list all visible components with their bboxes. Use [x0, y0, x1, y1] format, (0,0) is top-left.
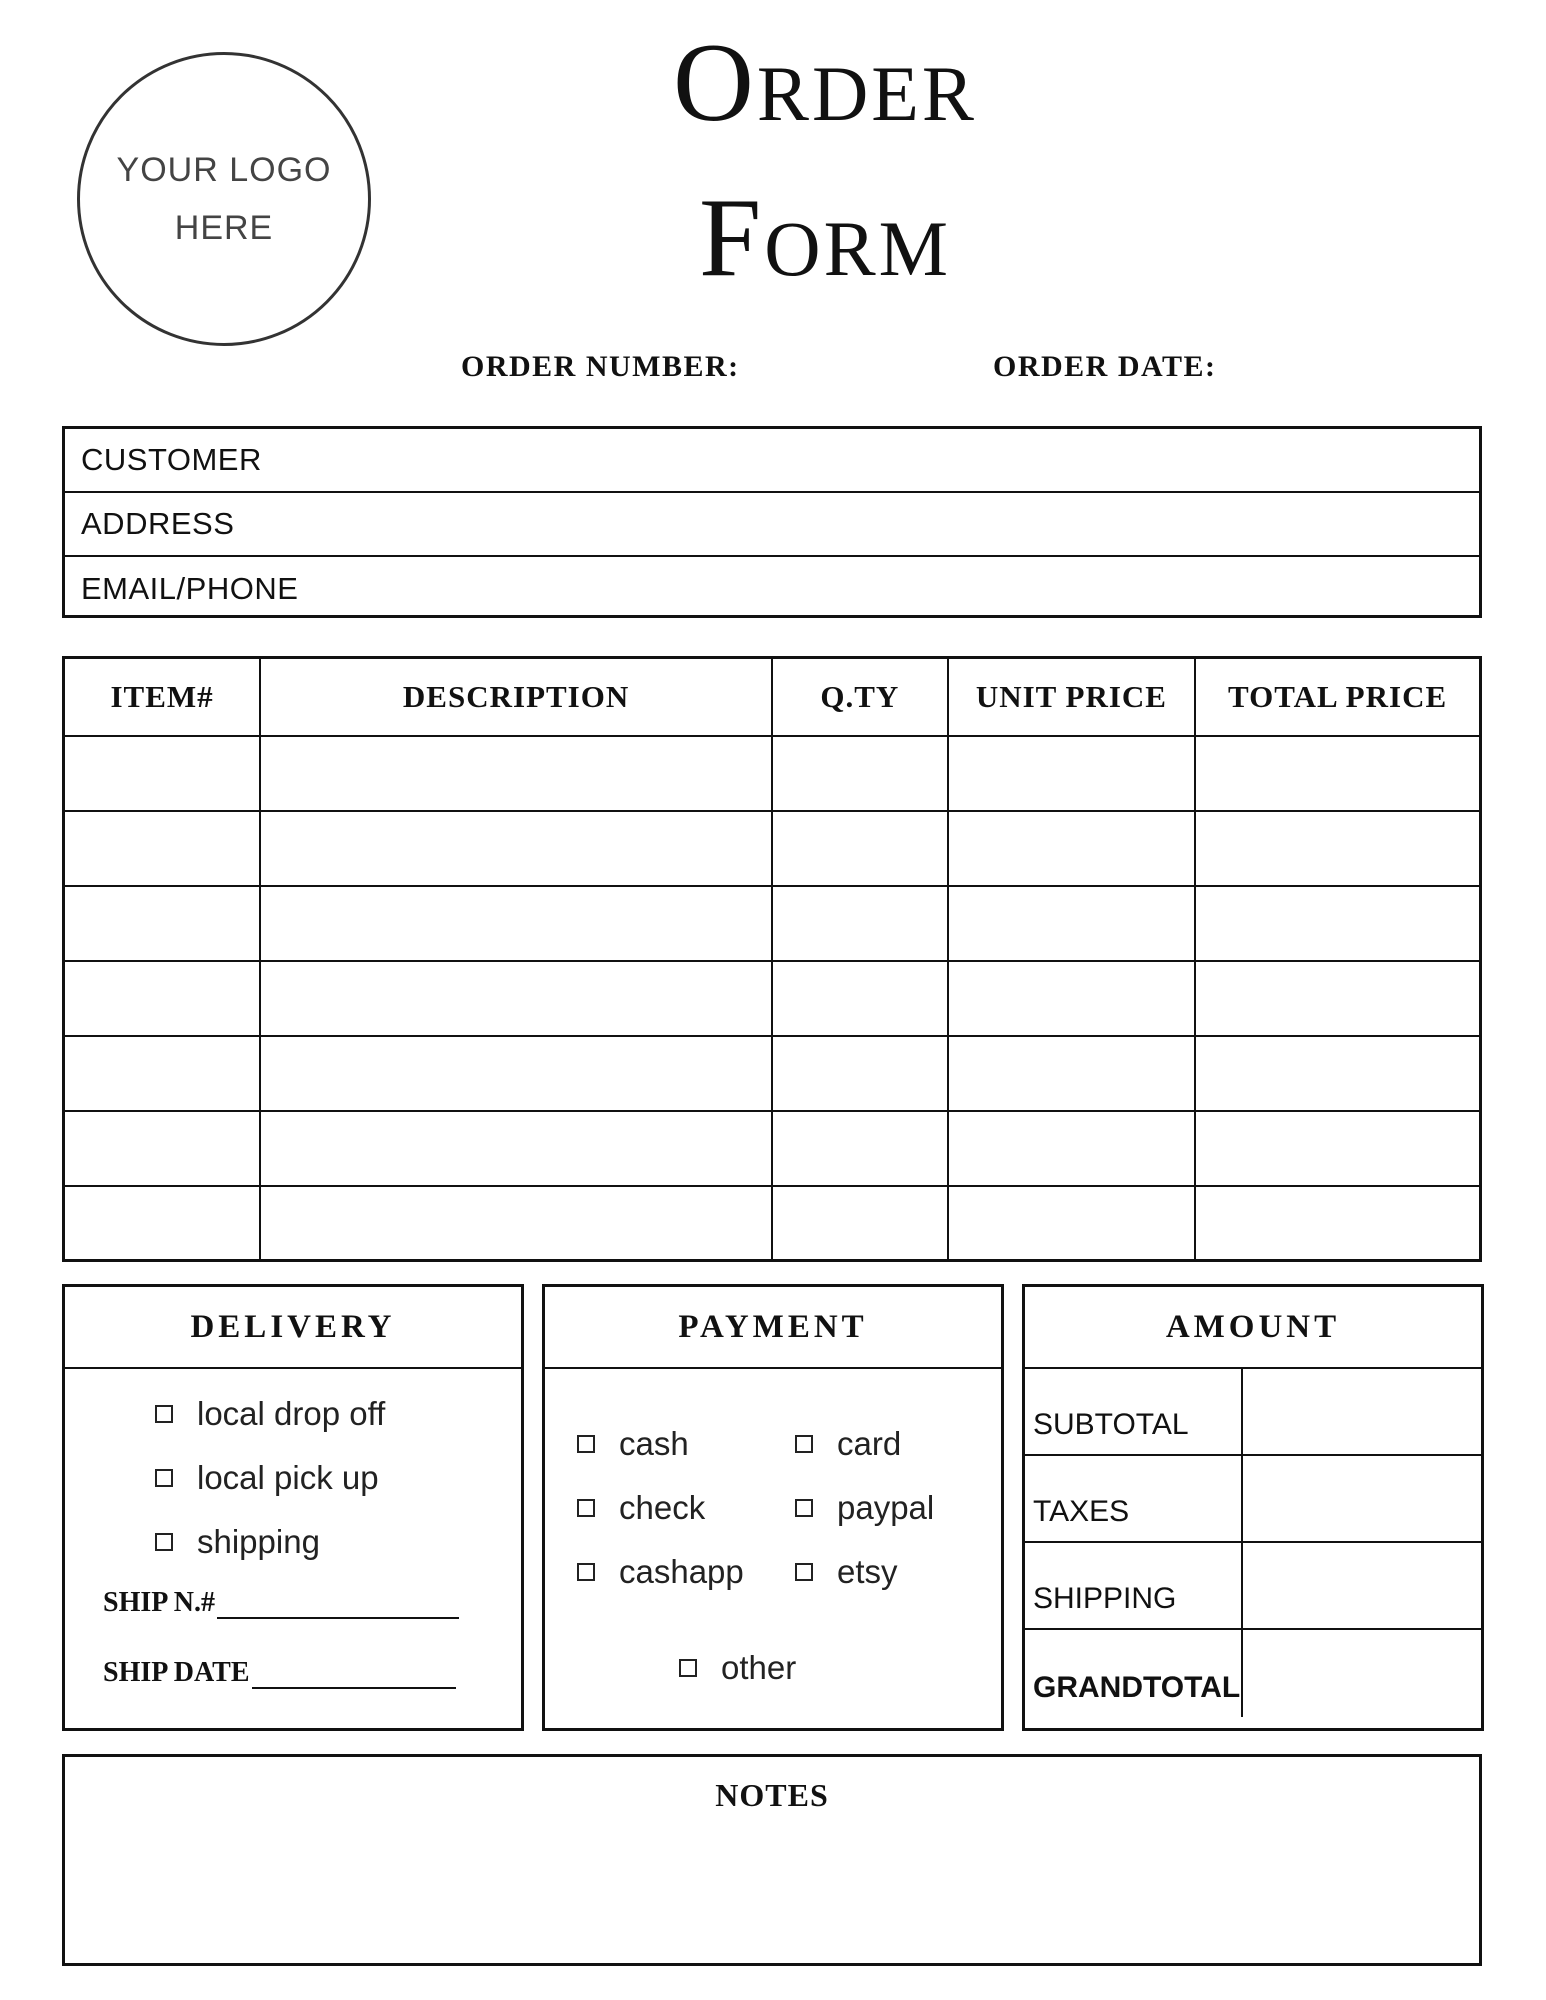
items-table [62, 656, 1482, 1262]
table-cell[interactable] [772, 961, 948, 1036]
checkbox-icon[interactable] [795, 1563, 813, 1581]
checkbox-icon[interactable] [155, 1533, 173, 1551]
checkbox-icon[interactable] [577, 1499, 595, 1517]
checkbox-icon[interactable] [795, 1435, 813, 1453]
table-row [64, 1186, 1481, 1261]
table-cell[interactable] [64, 961, 261, 1036]
table-cell[interactable] [260, 811, 772, 886]
table-cell[interactable] [1195, 736, 1480, 811]
customer-field[interactable]: CUSTOMER [65, 429, 1479, 493]
table-cell[interactable] [64, 886, 261, 961]
delivery-option-shipping[interactable]: shipping [155, 1523, 320, 1561]
table-cell[interactable] [772, 1036, 948, 1111]
address-field[interactable]: ADDRESS [65, 493, 1479, 557]
checkbox-icon[interactable] [679, 1659, 697, 1677]
notes-box[interactable] [62, 1754, 1482, 1966]
checkbox-icon[interactable] [155, 1405, 173, 1423]
checkbox-icon[interactable] [577, 1563, 595, 1581]
table-cell[interactable] [772, 1186, 948, 1261]
table-cell[interactable] [948, 961, 1195, 1036]
table-cell[interactable] [948, 1186, 1195, 1261]
table-cell[interactable] [1195, 1111, 1480, 1186]
table-cell[interactable] [1195, 961, 1480, 1036]
payment-option-card[interactable]: card [795, 1425, 901, 1463]
table-cell[interactable] [64, 811, 261, 886]
table-cell[interactable] [260, 1036, 772, 1111]
ship-date-field[interactable]: SHIP DATE [103, 1657, 456, 1689]
page-title-line1: Order [673, 21, 977, 145]
amount-box [1022, 1284, 1484, 1731]
table-cell[interactable] [260, 736, 772, 811]
page-title-line2: Form [699, 176, 951, 300]
checkbox-icon[interactable] [577, 1435, 595, 1453]
checkbox-icon[interactable] [155, 1469, 173, 1487]
payment-option-paypal[interactable]: paypal [795, 1489, 934, 1527]
shipping-label: SHIPPING [1025, 1543, 1243, 1628]
table-cell[interactable] [1195, 811, 1480, 886]
grandtotal-value-field[interactable] [1243, 1630, 1481, 1717]
table-row [64, 1036, 1481, 1111]
amount-row-grandtotal [1025, 1630, 1481, 1717]
taxes-label: TAXES [1025, 1456, 1243, 1541]
header-total-price: TOTAL PRICE [1195, 658, 1480, 736]
table-header-row [64, 658, 1481, 736]
table-cell[interactable] [260, 886, 772, 961]
checkbox-icon[interactable] [795, 1499, 813, 1517]
table-cell[interactable] [64, 736, 261, 811]
table-cell[interactable] [64, 1186, 261, 1261]
amount-grid [1025, 1369, 1481, 1717]
table-cell[interactable] [1195, 886, 1480, 961]
order-date-label: ORDER DATE: [993, 350, 1217, 383]
amount-row-shipping [1025, 1543, 1481, 1630]
header-item-number: ITEM# [64, 658, 261, 736]
logo-placeholder [77, 52, 371, 346]
table-cell[interactable] [64, 1036, 261, 1111]
table-row [64, 886, 1481, 961]
table-cell[interactable] [772, 736, 948, 811]
header-unit-price: UNIT PRICE [948, 658, 1195, 736]
table-cell[interactable] [260, 1111, 772, 1186]
table-cell[interactable] [1195, 1036, 1480, 1111]
table-cell[interactable] [772, 811, 948, 886]
table-row [64, 736, 1481, 811]
payment-option-etsy[interactable]: etsy [795, 1553, 898, 1591]
subtotal-label: SUBTOTAL [1025, 1369, 1243, 1454]
table-cell[interactable] [772, 1111, 948, 1186]
table-cell[interactable] [948, 811, 1195, 886]
table-row [64, 1111, 1481, 1186]
email-phone-field[interactable]: EMAIL/PHONE [81, 571, 299, 606]
delivery-option-local-drop-off[interactable]: local drop off [155, 1395, 385, 1433]
subtotal-value-field[interactable] [1243, 1369, 1481, 1454]
ship-number-field[interactable]: SHIP N.# [103, 1587, 459, 1619]
table-cell[interactable] [260, 1186, 772, 1261]
delivery-title: DELIVERY [65, 1287, 521, 1369]
header-description: DESCRIPTION [260, 658, 772, 736]
delivery-option-local-pick-up[interactable]: local pick up [155, 1459, 379, 1497]
notes-title: NOTES [715, 1777, 829, 1813]
header-quantity: Q.TY [772, 658, 948, 736]
customer-info-box [62, 426, 1482, 618]
ship-number-line[interactable] [217, 1617, 459, 1619]
table-cell[interactable] [948, 736, 1195, 811]
logo-text-line2: HERE [174, 209, 274, 247]
table-cell[interactable] [260, 961, 772, 1036]
table-cell[interactable] [64, 1111, 261, 1186]
amount-row-subtotal [1025, 1369, 1481, 1456]
grandtotal-label: GRANDTOTAL [1025, 1630, 1243, 1717]
delivery-box [62, 1284, 524, 1731]
table-cell[interactable] [1195, 1186, 1480, 1261]
logo-text-line1: YOUR LOGO [116, 151, 332, 189]
amount-title: AMOUNT [1025, 1287, 1481, 1369]
payment-option-cash[interactable]: cash [577, 1425, 689, 1463]
table-cell[interactable] [772, 886, 948, 961]
amount-row-taxes [1025, 1456, 1481, 1543]
order-number-label: ORDER NUMBER: [461, 350, 740, 383]
payment-title: PAYMENT [545, 1287, 1001, 1369]
table-cell[interactable] [948, 886, 1195, 961]
shipping-value-field[interactable] [1243, 1543, 1481, 1628]
table-cell[interactable] [948, 1036, 1195, 1111]
table-cell[interactable] [948, 1111, 1195, 1186]
table-row [64, 811, 1481, 886]
payment-option-cashapp[interactable]: cashapp [577, 1553, 744, 1591]
taxes-value-field[interactable] [1243, 1456, 1481, 1541]
payment-option-other[interactable]: other [679, 1649, 796, 1687]
payment-option-check[interactable]: check [577, 1489, 705, 1527]
payment-box [542, 1284, 1004, 1731]
ship-date-line[interactable] [252, 1687, 456, 1689]
table-row [64, 961, 1481, 1036]
